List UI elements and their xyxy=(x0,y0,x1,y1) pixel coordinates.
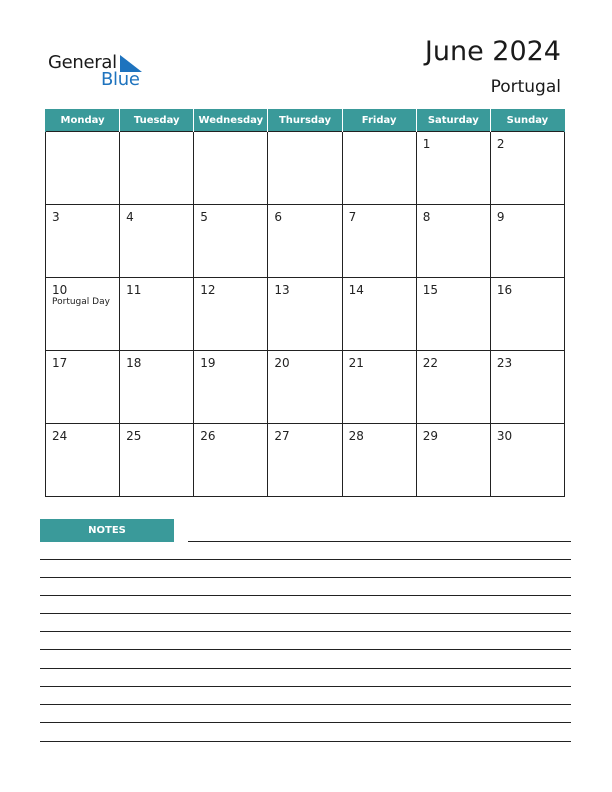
weekday-tuesday: Tuesday xyxy=(120,109,194,132)
day-cell xyxy=(416,205,490,278)
day-number: 25 xyxy=(126,429,142,443)
notes-line xyxy=(40,704,571,705)
day-number: 22 xyxy=(422,356,438,370)
day-cell xyxy=(194,351,268,424)
day-number: 24 xyxy=(52,429,68,443)
notes-line xyxy=(40,668,571,669)
notes-line xyxy=(40,741,571,742)
day-cell xyxy=(120,205,194,278)
week-row xyxy=(46,205,565,278)
day-cell xyxy=(46,278,120,351)
day-number: 20 xyxy=(274,356,290,370)
day-cell xyxy=(490,132,564,205)
day-cell xyxy=(46,351,120,424)
day-number: 30 xyxy=(496,429,513,443)
weekday-monday: Monday xyxy=(46,109,120,132)
notes-line xyxy=(40,595,571,596)
day-cell xyxy=(46,424,120,497)
day-number: 17 xyxy=(52,356,68,370)
day-cell xyxy=(120,424,194,497)
day-cell xyxy=(342,132,416,205)
day-cell xyxy=(416,351,490,424)
day-number: 19 xyxy=(200,356,216,370)
day-cell xyxy=(268,205,342,278)
weekday-friday: Friday xyxy=(342,109,416,132)
day-number: 16 xyxy=(496,283,513,297)
weekday-header-row xyxy=(46,109,565,132)
logo-text-blue: Blue xyxy=(101,69,140,90)
day-cell xyxy=(46,132,120,205)
day-number: 13 xyxy=(274,283,290,297)
day-number: 21 xyxy=(348,356,364,370)
calendar-title: June 2024 xyxy=(424,36,561,67)
day-number: 9 xyxy=(496,210,505,224)
day-cell xyxy=(342,278,416,351)
weekday-thursday: Thursday xyxy=(268,109,342,132)
day-cell xyxy=(268,132,342,205)
notes-line xyxy=(40,686,571,687)
day-cell xyxy=(120,278,194,351)
day-cell xyxy=(120,132,194,205)
day-number: 3 xyxy=(52,210,60,224)
day-cell xyxy=(46,205,120,278)
day-cell xyxy=(490,351,564,424)
day-number: 10 xyxy=(52,283,68,297)
day-cell xyxy=(268,424,342,497)
notes-line xyxy=(40,577,571,578)
notes-line xyxy=(40,559,571,560)
day-number: 29 xyxy=(422,429,438,443)
notes-line xyxy=(40,649,571,650)
notes-line xyxy=(40,722,571,723)
day-cell xyxy=(194,205,268,278)
weekday-sunday: Sunday xyxy=(490,109,564,132)
day-cell xyxy=(194,424,268,497)
week-row xyxy=(46,351,565,424)
day-cell xyxy=(416,424,490,497)
notes-line xyxy=(40,631,571,632)
day-cell xyxy=(342,424,416,497)
notes-line xyxy=(40,613,571,614)
day-cell xyxy=(490,424,564,497)
notes-header: NOTES xyxy=(40,519,174,542)
logo-text-general: General xyxy=(48,52,117,73)
weekday-saturday: Saturday xyxy=(416,109,490,132)
holiday-label: Portugal Day xyxy=(52,297,110,307)
day-number: 27 xyxy=(274,429,290,443)
calendar-country: Portugal xyxy=(490,77,561,97)
day-number: 28 xyxy=(348,429,364,443)
day-number: 2 xyxy=(496,137,505,151)
day-number: 15 xyxy=(422,283,438,297)
calendar-grid xyxy=(45,109,565,497)
day-cell xyxy=(416,278,490,351)
day-number: 14 xyxy=(348,283,364,297)
day-cell xyxy=(342,205,416,278)
week-row xyxy=(46,278,565,351)
notes-line xyxy=(188,541,571,542)
day-cell xyxy=(490,278,564,351)
day-cell xyxy=(490,205,564,278)
day-number: 5 xyxy=(200,210,208,224)
generalblue-logo xyxy=(48,52,148,92)
day-number: 6 xyxy=(274,210,283,224)
day-number: 11 xyxy=(126,283,142,297)
day-cell xyxy=(416,132,490,205)
week-row xyxy=(46,424,565,497)
day-number: 23 xyxy=(496,356,513,370)
day-number: 1 xyxy=(422,137,431,151)
day-number: 18 xyxy=(126,356,142,370)
day-number: 12 xyxy=(200,283,216,297)
day-cell xyxy=(342,351,416,424)
week-row xyxy=(46,132,565,205)
day-number: 7 xyxy=(348,210,357,224)
weekday-wednesday: Wednesday xyxy=(194,109,268,132)
day-number: 8 xyxy=(422,210,431,224)
day-cell xyxy=(268,278,342,351)
day-cell xyxy=(194,132,268,205)
day-cell xyxy=(268,351,342,424)
day-number: 4 xyxy=(126,210,134,224)
day-number: 26 xyxy=(200,429,216,443)
day-cell xyxy=(194,278,268,351)
day-cell xyxy=(120,351,194,424)
